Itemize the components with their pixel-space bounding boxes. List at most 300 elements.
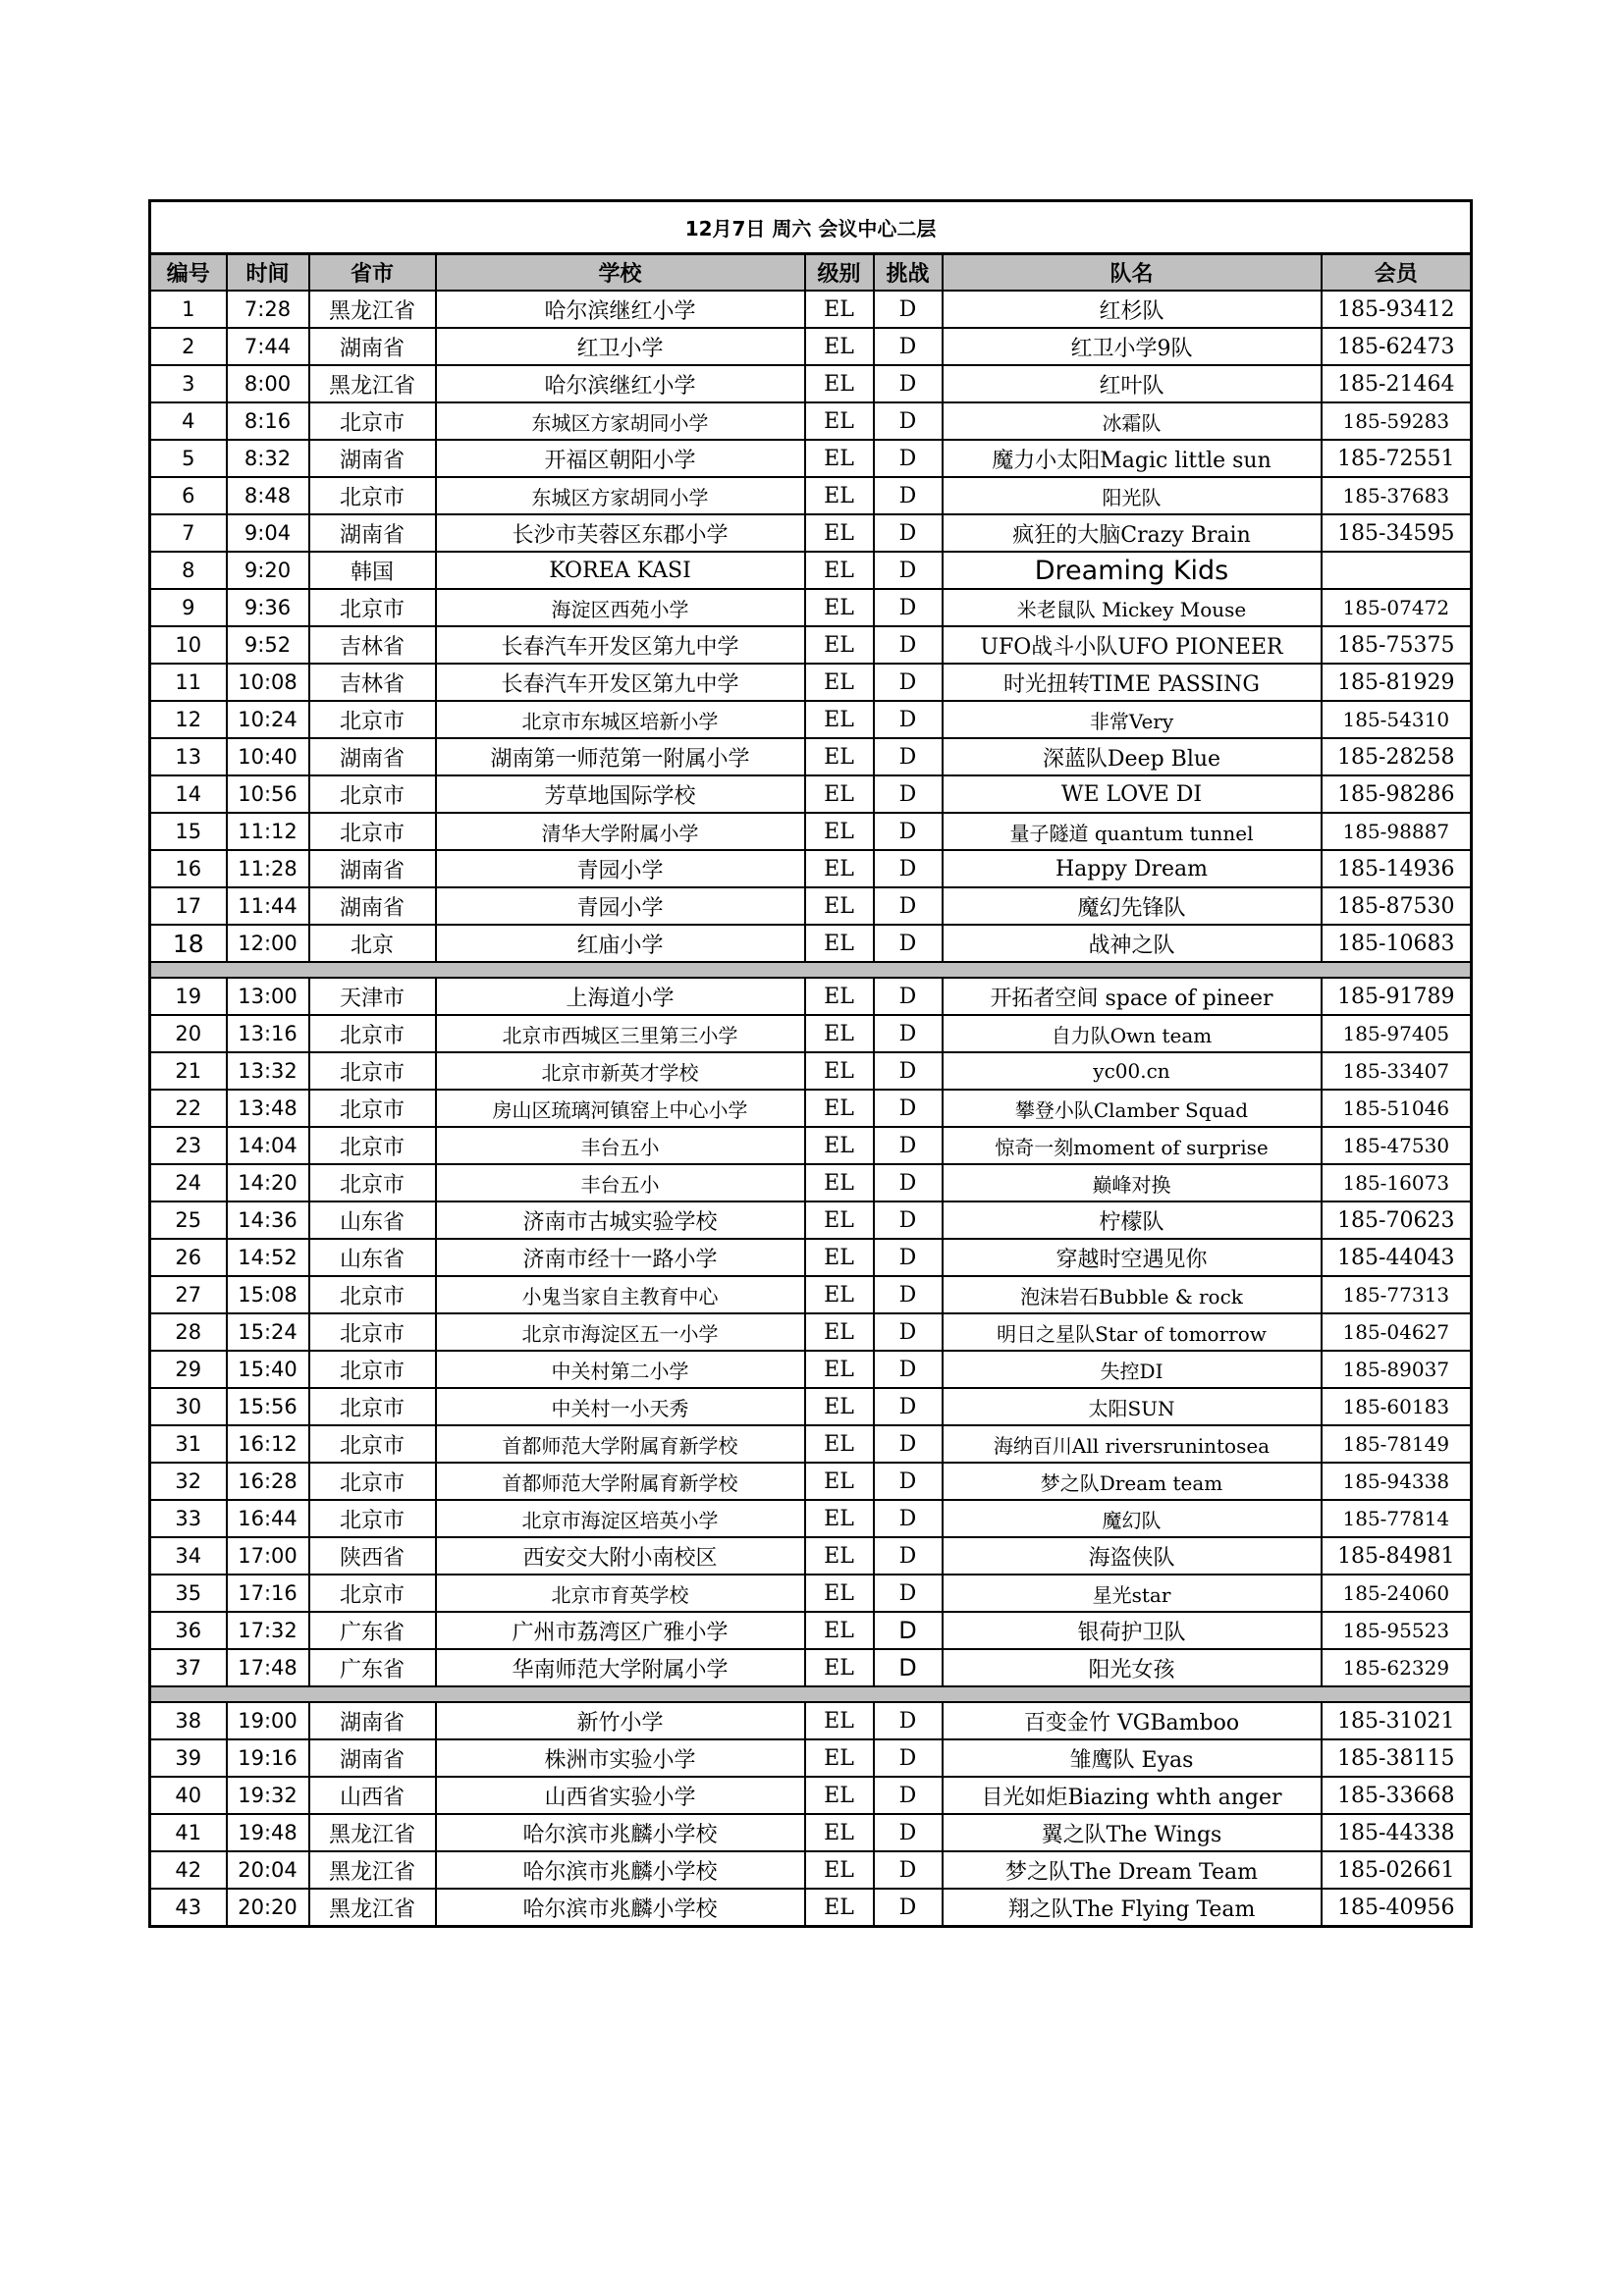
row-time: 14:36 — [227, 1201, 309, 1239]
row-time: 9:04 — [227, 514, 309, 552]
row-member: 185-91789 — [1322, 978, 1472, 1015]
row-member: 185-28258 — [1322, 738, 1472, 775]
row-member: 185-72551 — [1322, 440, 1472, 477]
header-challenge: 挑战 — [874, 254, 943, 292]
row-challenge: D — [874, 589, 943, 626]
row-level: EL — [805, 664, 874, 701]
row-school: 株洲市实验小学 — [436, 1739, 805, 1777]
row-school: 济南市经十一路小学 — [436, 1239, 805, 1276]
row-team: 阳光女孩 — [943, 1649, 1322, 1686]
row-level: EL — [805, 775, 874, 813]
table-title: 12月7日 周六 会议中心二层 — [150, 201, 1472, 254]
row-number: 10 — [150, 626, 227, 664]
row-challenge: D — [874, 1164, 943, 1201]
table-row — [150, 1612, 1472, 1649]
table-row — [150, 1463, 1472, 1500]
row-time: 11:28 — [227, 850, 309, 887]
row-team: 冰霜队 — [943, 402, 1322, 440]
row-time: 19:48 — [227, 1814, 309, 1851]
row-province: 黑龙江省 — [309, 1851, 436, 1889]
row-member: 185-97405 — [1322, 1015, 1472, 1052]
row-level: EL — [805, 925, 874, 962]
row-province: 北京市 — [309, 402, 436, 440]
row-level: EL — [805, 1889, 874, 1927]
table-row — [150, 1702, 1472, 1739]
row-member: 185-87530 — [1322, 887, 1472, 925]
row-challenge: D — [874, 291, 943, 328]
row-level: EL — [805, 1851, 874, 1889]
row-team: 非常Very — [943, 701, 1322, 738]
row-school: 小鬼当家自主教育中心 — [436, 1276, 805, 1313]
row-member: 185-21464 — [1322, 365, 1472, 402]
row-number: 20 — [150, 1015, 227, 1052]
row-level: EL — [805, 1127, 874, 1164]
row-team: 失控DI — [943, 1351, 1322, 1388]
row-challenge: D — [874, 925, 943, 962]
row-team: Dreaming Kids — [943, 552, 1322, 589]
row-number: 37 — [150, 1649, 227, 1686]
row-province: 黑龙江省 — [309, 1814, 436, 1851]
table-row — [150, 701, 1472, 738]
row-time: 19:32 — [227, 1777, 309, 1814]
row-school: 哈尔滨继红小学 — [436, 291, 805, 328]
row-province: 黑龙江省 — [309, 365, 436, 402]
row-level: EL — [805, 1015, 874, 1052]
row-number: 27 — [150, 1276, 227, 1313]
row-level: EL — [805, 1052, 874, 1090]
row-member — [1322, 552, 1472, 589]
row-number: 13 — [150, 738, 227, 775]
row-time: 12:00 — [227, 925, 309, 962]
row-member: 185-44338 — [1322, 1814, 1472, 1851]
table-row — [150, 1777, 1472, 1814]
row-province: 北京市 — [309, 1463, 436, 1500]
row-member: 185-04627 — [1322, 1313, 1472, 1351]
row-school: KOREA KASI — [436, 552, 805, 589]
row-number: 41 — [150, 1814, 227, 1851]
row-school: 北京市新英才学校 — [436, 1052, 805, 1090]
row-team: 红杉队 — [943, 291, 1322, 328]
row-number: 32 — [150, 1463, 227, 1500]
row-team: UFO战斗小队UFO PIONEER — [943, 626, 1322, 664]
table-row — [150, 1425, 1472, 1463]
row-school: 开福区朝阳小学 — [436, 440, 805, 477]
row-number: 36 — [150, 1612, 227, 1649]
title-row — [150, 201, 1472, 254]
row-time: 14:52 — [227, 1239, 309, 1276]
header-province: 省市 — [309, 254, 436, 292]
row-province: 吉林省 — [309, 626, 436, 664]
row-challenge: D — [874, 850, 943, 887]
row-time: 9:20 — [227, 552, 309, 589]
row-province: 黑龙江省 — [309, 1889, 436, 1927]
row-time: 13:00 — [227, 978, 309, 1015]
row-school: 北京市西城区三里第三小学 — [436, 1015, 805, 1052]
row-member: 185-47530 — [1322, 1127, 1472, 1164]
row-level: EL — [805, 514, 874, 552]
row-number: 22 — [150, 1090, 227, 1127]
row-level: EL — [805, 1814, 874, 1851]
row-time: 8:00 — [227, 365, 309, 402]
row-team: 百变金竹 VGBamboo — [943, 1702, 1322, 1739]
row-province: 天津市 — [309, 978, 436, 1015]
row-province: 山东省 — [309, 1201, 436, 1239]
row-school: 哈尔滨市兆麟小学校 — [436, 1814, 805, 1851]
row-school: 西安交大附小南校区 — [436, 1537, 805, 1575]
row-team: 雏鹰队 Eyas — [943, 1739, 1322, 1777]
row-team: 梦之队The Dream Team — [943, 1851, 1322, 1889]
table-row — [150, 813, 1472, 850]
row-time: 10:08 — [227, 664, 309, 701]
row-member: 185-75375 — [1322, 626, 1472, 664]
row-challenge: D — [874, 701, 943, 738]
row-challenge: D — [874, 440, 943, 477]
row-province: 北京市 — [309, 1351, 436, 1388]
row-number: 23 — [150, 1127, 227, 1164]
row-member: 185-81929 — [1322, 664, 1472, 701]
row-school: 房山区琉璃河镇窑上中心小学 — [436, 1090, 805, 1127]
row-team: 巅峰对换 — [943, 1164, 1322, 1201]
table-row — [150, 1052, 1472, 1090]
row-number: 15 — [150, 813, 227, 850]
header-school: 学校 — [436, 254, 805, 292]
row-member: 185-33668 — [1322, 1777, 1472, 1814]
table-row — [150, 1201, 1472, 1239]
row-level: EL — [805, 1612, 874, 1649]
row-province: 山西省 — [309, 1777, 436, 1814]
row-time: 7:44 — [227, 328, 309, 365]
row-time: 17:16 — [227, 1575, 309, 1612]
row-school: 红卫小学 — [436, 328, 805, 365]
header-member: 会员 — [1322, 254, 1472, 292]
row-team: Happy Dream — [943, 850, 1322, 887]
row-team: 银荷护卫队 — [943, 1612, 1322, 1649]
table-row — [150, 1739, 1472, 1777]
row-team: 时光扭转TIME PASSING — [943, 664, 1322, 701]
row-number: 28 — [150, 1313, 227, 1351]
row-member: 185-98286 — [1322, 775, 1472, 813]
row-province: 北京市 — [309, 1388, 436, 1425]
row-school: 东城区方家胡同小学 — [436, 402, 805, 440]
row-challenge: D — [874, 477, 943, 514]
row-province: 黑龙江省 — [309, 291, 436, 328]
row-school: 北京市东城区培新小学 — [436, 701, 805, 738]
row-challenge: D — [874, 1388, 943, 1425]
row-level: EL — [805, 1388, 874, 1425]
row-province: 北京 — [309, 925, 436, 962]
row-team: 红叶队 — [943, 365, 1322, 402]
row-level: EL — [805, 477, 874, 514]
row-time: 10:56 — [227, 775, 309, 813]
row-number: 5 — [150, 440, 227, 477]
header-time: 时间 — [227, 254, 309, 292]
row-team: 明日之星队Star of tomorrow — [943, 1313, 1322, 1351]
row-challenge: D — [874, 1425, 943, 1463]
row-time: 13:32 — [227, 1052, 309, 1090]
row-team: 量子隧道 quantum tunnel — [943, 813, 1322, 850]
row-number: 2 — [150, 328, 227, 365]
row-challenge: D — [874, 1777, 943, 1814]
row-province: 北京市 — [309, 589, 436, 626]
row-challenge: D — [874, 664, 943, 701]
row-time: 13:16 — [227, 1015, 309, 1052]
row-school: 北京市海淀区五一小学 — [436, 1313, 805, 1351]
row-time: 11:12 — [227, 813, 309, 850]
row-team: yc00.cn — [943, 1052, 1322, 1090]
row-member: 185-37683 — [1322, 477, 1472, 514]
row-member: 185-94338 — [1322, 1463, 1472, 1500]
row-challenge: D — [874, 1276, 943, 1313]
row-level: EL — [805, 850, 874, 887]
row-school: 华南师范大学附属小学 — [436, 1649, 805, 1686]
row-team: 海纳百川All riversrunintosea — [943, 1425, 1322, 1463]
table-row — [150, 1351, 1472, 1388]
row-time: 7:28 — [227, 291, 309, 328]
row-school: 红庙小学 — [436, 925, 805, 962]
table-row — [150, 1537, 1472, 1575]
row-member: 185-78149 — [1322, 1425, 1472, 1463]
row-province: 陕西省 — [309, 1537, 436, 1575]
row-time: 19:00 — [227, 1702, 309, 1739]
row-number: 35 — [150, 1575, 227, 1612]
row-province: 北京市 — [309, 1313, 436, 1351]
row-challenge: D — [874, 887, 943, 925]
row-member: 185-62473 — [1322, 328, 1472, 365]
row-number: 31 — [150, 1425, 227, 1463]
row-school: 东城区方家胡同小学 — [436, 477, 805, 514]
row-school: 上海道小学 — [436, 978, 805, 1015]
row-team: WE LOVE DI — [943, 775, 1322, 813]
row-province: 湖南省 — [309, 850, 436, 887]
section-separator — [150, 962, 1472, 978]
row-number: 17 — [150, 887, 227, 925]
row-province: 北京市 — [309, 701, 436, 738]
row-level: EL — [805, 1739, 874, 1777]
row-number: 43 — [150, 1889, 227, 1927]
row-number: 11 — [150, 664, 227, 701]
row-number: 16 — [150, 850, 227, 887]
row-school: 中关村一小天秀 — [436, 1388, 805, 1425]
row-challenge: D — [874, 1201, 943, 1239]
row-team: 穿越时空遇见你 — [943, 1239, 1322, 1276]
row-member: 185-24060 — [1322, 1575, 1472, 1612]
row-province: 韩国 — [309, 552, 436, 589]
row-province: 湖南省 — [309, 440, 436, 477]
row-challenge: D — [874, 1090, 943, 1127]
row-time: 14:04 — [227, 1127, 309, 1164]
row-time: 10:24 — [227, 701, 309, 738]
row-time: 9:52 — [227, 626, 309, 664]
row-school: 山西省实验小学 — [436, 1777, 805, 1814]
table-row — [150, 552, 1472, 589]
row-member: 185-34595 — [1322, 514, 1472, 552]
row-province: 湖南省 — [309, 514, 436, 552]
row-level: EL — [805, 402, 874, 440]
row-school: 长春汽车开发区第九中学 — [436, 664, 805, 701]
table-row — [150, 291, 1472, 328]
schedule-sheet — [148, 199, 1470, 1928]
row-challenge: D — [874, 775, 943, 813]
row-number: 12 — [150, 701, 227, 738]
row-province: 湖南省 — [309, 738, 436, 775]
row-challenge: D — [874, 1127, 943, 1164]
row-time: 11:44 — [227, 887, 309, 925]
row-time: 16:28 — [227, 1463, 309, 1500]
row-level: EL — [805, 1201, 874, 1239]
row-team: 深蓝队Deep Blue — [943, 738, 1322, 775]
row-level: EL — [805, 291, 874, 328]
row-province: 北京市 — [309, 477, 436, 514]
row-level: EL — [805, 365, 874, 402]
row-province: 湖南省 — [309, 328, 436, 365]
row-time: 15:24 — [227, 1313, 309, 1351]
row-province: 北京市 — [309, 1276, 436, 1313]
row-time: 17:00 — [227, 1537, 309, 1575]
row-member: 185-98887 — [1322, 813, 1472, 850]
row-time: 8:48 — [227, 477, 309, 514]
row-team: 米老鼠队 Mickey Mouse — [943, 589, 1322, 626]
row-member: 185-77313 — [1322, 1276, 1472, 1313]
row-number: 7 — [150, 514, 227, 552]
row-time: 17:48 — [227, 1649, 309, 1686]
row-number: 42 — [150, 1851, 227, 1889]
row-province: 北京市 — [309, 1164, 436, 1201]
row-school: 丰台五小 — [436, 1164, 805, 1201]
table-row — [150, 477, 1472, 514]
row-level: EL — [805, 328, 874, 365]
row-number: 19 — [150, 978, 227, 1015]
row-challenge: D — [874, 1575, 943, 1612]
table-row — [150, 1090, 1472, 1127]
row-team: 梦之队Dream team — [943, 1463, 1322, 1500]
row-team: 星光star — [943, 1575, 1322, 1612]
row-time: 8:32 — [227, 440, 309, 477]
row-member: 185-84981 — [1322, 1537, 1472, 1575]
row-level: EL — [805, 1239, 874, 1276]
row-province: 湖南省 — [309, 887, 436, 925]
table-row — [150, 1649, 1472, 1686]
row-school: 中关村第二小学 — [436, 1351, 805, 1388]
row-member: 185-44043 — [1322, 1239, 1472, 1276]
table-row — [150, 1127, 1472, 1164]
row-member: 185-95523 — [1322, 1612, 1472, 1649]
row-challenge: D — [874, 552, 943, 589]
row-number: 24 — [150, 1164, 227, 1201]
row-member: 185-62329 — [1322, 1649, 1472, 1686]
row-challenge: D — [874, 1537, 943, 1575]
row-member: 185-77814 — [1322, 1500, 1472, 1537]
row-team: 疯狂的大脑Crazy Brain — [943, 514, 1322, 552]
row-school: 哈尔滨继红小学 — [436, 365, 805, 402]
row-level: EL — [805, 1164, 874, 1201]
row-level: EL — [805, 626, 874, 664]
row-challenge: D — [874, 1239, 943, 1276]
row-school: 芳草地国际学校 — [436, 775, 805, 813]
row-number: 8 — [150, 552, 227, 589]
table-row — [150, 1575, 1472, 1612]
row-number: 38 — [150, 1702, 227, 1739]
row-time: 8:16 — [227, 402, 309, 440]
row-province: 北京市 — [309, 1500, 436, 1537]
table-row — [150, 850, 1472, 887]
table-row — [150, 365, 1472, 402]
row-team: 翔之队The Flying Team — [943, 1889, 1322, 1927]
row-challenge: D — [874, 328, 943, 365]
row-level: EL — [805, 1537, 874, 1575]
row-level: EL — [805, 589, 874, 626]
row-team: 自力队Own team — [943, 1015, 1322, 1052]
row-challenge: D — [874, 978, 943, 1015]
row-team: 目光如炬Biazing whth anger — [943, 1777, 1322, 1814]
row-challenge: D — [874, 365, 943, 402]
row-member: 185-54310 — [1322, 701, 1472, 738]
table-row — [150, 1276, 1472, 1313]
row-challenge: D — [874, 813, 943, 850]
row-challenge: D — [874, 514, 943, 552]
row-level: EL — [805, 1649, 874, 1686]
row-level: EL — [805, 813, 874, 850]
table-row — [150, 1015, 1472, 1052]
row-challenge: D — [874, 1463, 943, 1500]
row-number: 40 — [150, 1777, 227, 1814]
row-challenge: D — [874, 1889, 943, 1927]
row-province: 北京市 — [309, 1052, 436, 1090]
section-separator — [150, 1686, 1472, 1702]
row-province: 北京市 — [309, 1127, 436, 1164]
row-time: 14:20 — [227, 1164, 309, 1201]
row-team: 海盗侠队 — [943, 1537, 1322, 1575]
row-member: 185-89037 — [1322, 1351, 1472, 1388]
row-province: 吉林省 — [309, 664, 436, 701]
row-school: 清华大学附属小学 — [436, 813, 805, 850]
row-member: 185-93412 — [1322, 291, 1472, 328]
row-member: 185-07472 — [1322, 589, 1472, 626]
row-province: 北京市 — [309, 775, 436, 813]
table-row — [150, 738, 1472, 775]
row-team: 太阳SUN — [943, 1388, 1322, 1425]
row-school: 湖南第一师范第一附属小学 — [436, 738, 805, 775]
table-row — [150, 440, 1472, 477]
row-member: 185-31021 — [1322, 1702, 1472, 1739]
table-row — [150, 1239, 1472, 1276]
row-province: 广东省 — [309, 1612, 436, 1649]
row-number: 6 — [150, 477, 227, 514]
row-member: 185-02661 — [1322, 1851, 1472, 1889]
row-school: 济南市古城实验学校 — [436, 1201, 805, 1239]
row-time: 17:32 — [227, 1612, 309, 1649]
row-member: 185-60183 — [1322, 1388, 1472, 1425]
table-row — [150, 1889, 1472, 1927]
separator-cell — [150, 1686, 1472, 1702]
row-challenge: D — [874, 1649, 943, 1686]
row-member: 185-14936 — [1322, 850, 1472, 887]
row-time: 16:44 — [227, 1500, 309, 1537]
row-province: 山东省 — [309, 1239, 436, 1276]
row-challenge: D — [874, 1015, 943, 1052]
row-level: EL — [805, 440, 874, 477]
row-number: 18 — [150, 925, 227, 962]
row-team: 翼之队The Wings — [943, 1814, 1322, 1851]
row-school: 北京市海淀区培英小学 — [436, 1500, 805, 1537]
schedule-table — [148, 199, 1473, 1928]
row-number: 9 — [150, 589, 227, 626]
row-team: 柠檬队 — [943, 1201, 1322, 1239]
row-time: 15:40 — [227, 1351, 309, 1388]
table-row — [150, 328, 1472, 365]
row-team: 惊奇一刻moment of surprise — [943, 1127, 1322, 1164]
row-province: 北京市 — [309, 1090, 436, 1127]
table-row — [150, 589, 1472, 626]
